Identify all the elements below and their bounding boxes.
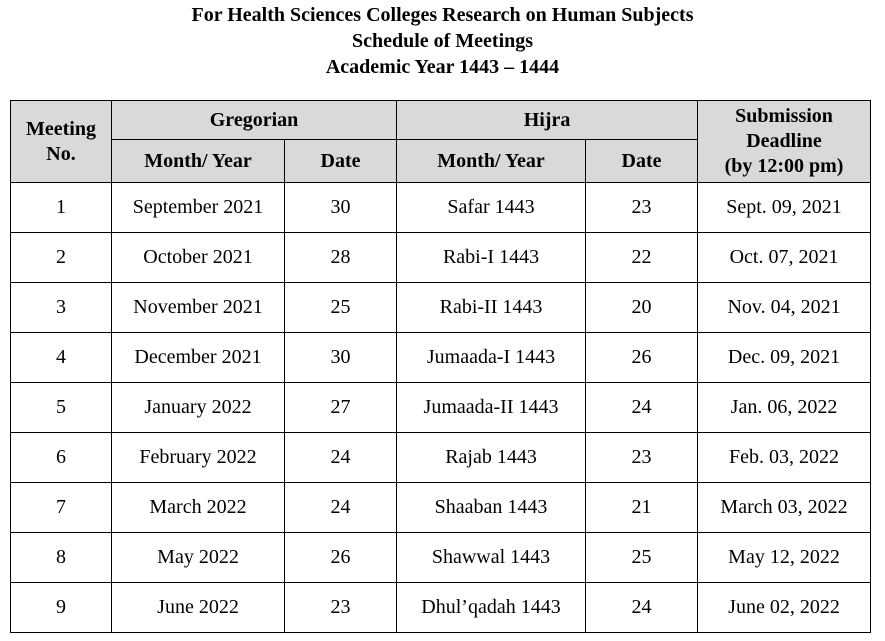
header-meeting-line2: No. bbox=[46, 142, 76, 165]
cell-hijra-date: 26 bbox=[586, 333, 698, 383]
title-line-3: Academic Year 1443 – 1444 bbox=[325, 56, 560, 78]
header-hijra: Hijra bbox=[397, 101, 698, 140]
header-deadline-line2: Deadline bbox=[746, 130, 822, 152]
cell-deadline: June 02, 2022 bbox=[698, 583, 871, 633]
document-title-block bbox=[0, 2, 885, 80]
title-line-2: Schedule of Meetings bbox=[351, 30, 534, 52]
cell-meeting-no: 6 bbox=[11, 433, 112, 483]
cell-hijra-month: Shawwal 1443 bbox=[397, 533, 586, 583]
table-row bbox=[11, 483, 871, 533]
header-hijra-date: Date bbox=[586, 140, 698, 183]
header-gregorian: Gregorian bbox=[112, 101, 397, 140]
cell-gregorian-date: 24 bbox=[285, 433, 397, 483]
cell-gregorian-month: June 2022 bbox=[112, 583, 285, 633]
header-row-groups bbox=[11, 101, 871, 140]
cell-gregorian-month: October 2021 bbox=[112, 233, 285, 283]
cell-gregorian-date: 26 bbox=[285, 533, 397, 583]
cell-hijra-month: Shaaban 1443 bbox=[397, 483, 586, 533]
header-meeting-line1: Meeting bbox=[26, 117, 96, 140]
cell-hijra-month: Jumaada-I 1443 bbox=[397, 333, 586, 383]
cell-gregorian-date: 24 bbox=[285, 483, 397, 533]
cell-deadline: Nov. 04, 2021 bbox=[698, 283, 871, 333]
header-meeting-no bbox=[11, 101, 112, 183]
cell-deadline: May 12, 2022 bbox=[698, 533, 871, 583]
cell-deadline: Oct. 07, 2021 bbox=[698, 233, 871, 283]
cell-hijra-date: 24 bbox=[586, 383, 698, 433]
cell-gregorian-date: 28 bbox=[285, 233, 397, 283]
cell-gregorian-date: 27 bbox=[285, 383, 397, 433]
cell-meeting-no: 2 bbox=[11, 233, 112, 283]
cell-gregorian-month: December 2021 bbox=[112, 333, 285, 383]
table-row bbox=[11, 433, 871, 483]
table-row bbox=[11, 333, 871, 383]
table-body bbox=[11, 183, 871, 633]
cell-gregorian-date: 25 bbox=[285, 283, 397, 333]
cell-deadline: Sept. 09, 2021 bbox=[698, 183, 871, 233]
header-gregorian-month-year: Month/ Year bbox=[112, 140, 285, 183]
cell-meeting-no: 8 bbox=[11, 533, 112, 583]
header-gregorian-date: Date bbox=[285, 140, 397, 183]
cell-hijra-month: Rabi-II 1443 bbox=[397, 283, 586, 333]
header-hijra-month-year: Month/ Year bbox=[397, 140, 586, 183]
cell-gregorian-month: November 2021 bbox=[112, 283, 285, 333]
cell-hijra-date: 22 bbox=[586, 233, 698, 283]
cell-hijra-date: 21 bbox=[586, 483, 698, 533]
cell-deadline: Dec. 09, 2021 bbox=[698, 333, 871, 383]
header-deadline-line1: Submission bbox=[735, 105, 833, 127]
cell-hijra-date: 24 bbox=[586, 583, 698, 633]
cell-deadline: Feb. 03, 2022 bbox=[698, 433, 871, 483]
table-row bbox=[11, 583, 871, 633]
cell-hijra-month: Jumaada-II 1443 bbox=[397, 383, 586, 433]
table-row bbox=[11, 533, 871, 583]
cell-hijra-date: 20 bbox=[586, 283, 698, 333]
cell-gregorian-month: March 2022 bbox=[112, 483, 285, 533]
table-row bbox=[11, 383, 871, 433]
cell-meeting-no: 3 bbox=[11, 283, 112, 333]
cell-gregorian-date: 23 bbox=[285, 583, 397, 633]
table-row bbox=[11, 283, 871, 333]
cell-hijra-date: 25 bbox=[586, 533, 698, 583]
header-deadline-line3: (by 12:00 pm) bbox=[724, 155, 844, 177]
table-header bbox=[11, 101, 871, 183]
cell-hijra-date: 23 bbox=[586, 433, 698, 483]
cell-gregorian-month: February 2022 bbox=[112, 433, 285, 483]
cell-meeting-no: 1 bbox=[11, 183, 112, 233]
table-row bbox=[11, 233, 871, 283]
table-row bbox=[11, 183, 871, 233]
cell-deadline: March 03, 2022 bbox=[698, 483, 871, 533]
cell-deadline: Jan. 06, 2022 bbox=[698, 383, 871, 433]
cell-meeting-no: 9 bbox=[11, 583, 112, 633]
cell-gregorian-month: January 2022 bbox=[112, 383, 285, 433]
cell-hijra-month: Dhul’qadah 1443 bbox=[397, 583, 586, 633]
header-submission-deadline bbox=[698, 101, 871, 183]
cell-meeting-no: 5 bbox=[11, 383, 112, 433]
cell-hijra-month: Safar 1443 bbox=[397, 183, 586, 233]
cell-meeting-no: 7 bbox=[11, 483, 112, 533]
cell-gregorian-month: September 2021 bbox=[112, 183, 285, 233]
cell-gregorian-date: 30 bbox=[285, 183, 397, 233]
meeting-schedule-table bbox=[10, 100, 871, 633]
cell-gregorian-date: 30 bbox=[285, 333, 397, 383]
cell-hijra-month: Rabi-I 1443 bbox=[397, 233, 586, 283]
title-line-1: For Health Sciences Colleges Research on Human Subjects bbox=[191, 4, 694, 26]
cell-gregorian-month: May 2022 bbox=[112, 533, 285, 583]
cell-hijra-month: Rajab 1443 bbox=[397, 433, 586, 483]
cell-meeting-no: 4 bbox=[11, 333, 112, 383]
cell-hijra-date: 23 bbox=[586, 183, 698, 233]
